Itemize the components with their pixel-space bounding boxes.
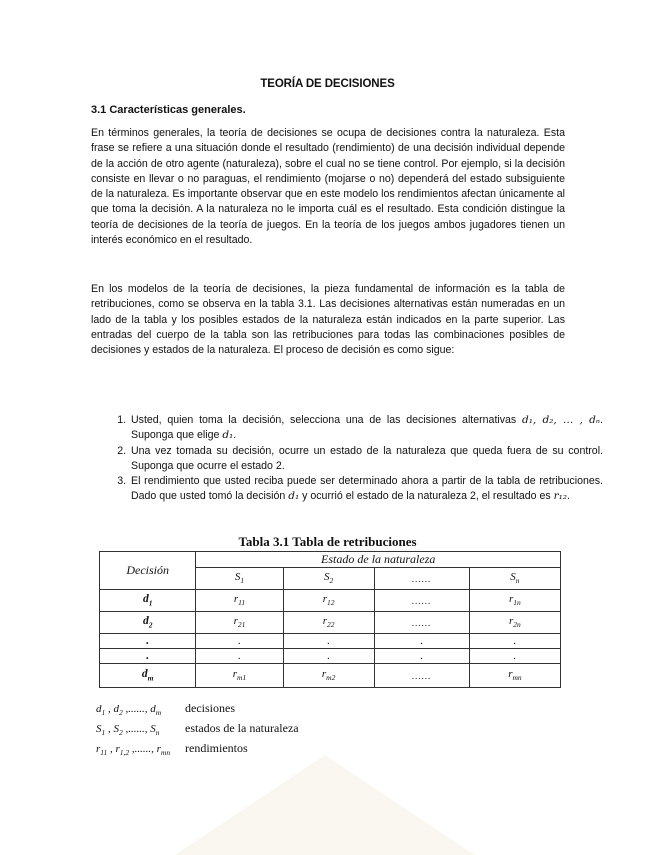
payoff-cell: $r_{m1}$ xyxy=(196,664,283,688)
legend-description: rendimientos xyxy=(185,741,248,755)
step-item: 2. Una vez tomada su decisión, ocurre un estado de la naturaleza que queda fuera de su control. Suponga que ocurre el estado 2. xyxy=(129,444,603,475)
decision-cell: . xyxy=(100,649,196,664)
legend-states xyxy=(96,721,299,737)
payoff-cell: $r_{mn}$ xyxy=(469,664,560,688)
payoff-cell: . xyxy=(469,649,560,664)
payoff-cell: . xyxy=(196,634,283,649)
column-header-cell: $S_n$ xyxy=(469,568,560,590)
page-title: TEORÍA DE DECISIONES xyxy=(260,78,395,90)
legend-description: estados de la naturaleza xyxy=(185,721,299,735)
payoff-cell: $r_{21}$ xyxy=(196,612,283,634)
step-item: 3. El rendimiento que usted reciba puede ser determinado ahora a partir de la tabla de retribuciones. Dado que usted tomó la decisión d₁ y ocurrió el estado de la naturaleza 2, el resultado es r₁₂. xyxy=(129,474,603,505)
table-row xyxy=(100,664,561,688)
decision-steps-list xyxy=(91,413,603,505)
payoff-cell: $r_{22}$ xyxy=(283,612,374,634)
legend-decisions xyxy=(96,701,235,717)
paragraph-table-description: En los modelos de la teoría de decisiones, la pieza fundamental de información es la tabla de retribuciones, como se observa en la tabla 3.1. Las decisiones alternativas están numeradas en un lado de la tabla y los posibles estados de la naturaleza están indicados en la parte superior. Las entradas del cuerpo de la tabla son las retribuciones para todas las combinaciones posibles de decisiones y estados de la naturaleza. El proceso de decisión es como sigue: xyxy=(91,283,565,357)
payoff-cell: $r_{11}$ xyxy=(196,590,283,612)
column-header-cell: $S_2$ xyxy=(283,568,374,590)
column-header-cell: ...... xyxy=(374,568,469,590)
payoff-cell: . xyxy=(469,634,560,649)
row-header-cell: Decisión xyxy=(100,552,196,590)
math-expression: d₁, d₂, … , dₙ xyxy=(522,414,601,426)
paragraph-intro: En términos generales, la teoría de decisiones se ocupa de decisiones contra la naturaleza. Esta frase se refiere a una situación donde el resultado (rendimiento) de una decisión individual depende de la acción de otro agente (naturaleza), sobre el cual no se tiene control. Por ejemplo, si la decisión consiste en llevar o no paraguas, el rendimiento (mojarse o no) dependerá del estado subsiguiente de la naturaleza. Es importante observar que en este modelo los rendimientos afectan únicamente al que toma la decisión. A la naturaleza no le importa cuál es el resultado. Esta condición distingue la teoría de decisiones de la teoría de juegos. En la teoría de los juegos ambos jugadores tienen un interés económico en el resultado. xyxy=(91,127,565,247)
payoff-cell: $r_{2n}$ xyxy=(469,612,560,634)
table-row xyxy=(100,612,561,634)
math-expression: r₁₂ xyxy=(553,490,568,503)
group-header-cell: Estado de la naturaleza xyxy=(196,552,561,568)
payoff-cell: . xyxy=(283,649,374,664)
table-row xyxy=(100,649,561,664)
decision-cell: $d_m$ xyxy=(100,664,196,688)
column-header-cell: $S_1$ xyxy=(196,568,283,590)
watermark-shape xyxy=(175,755,475,855)
table-caption: Tabla 3.1 Tabla de retribuciones xyxy=(238,534,417,549)
payoff-table xyxy=(99,551,561,688)
decision-cell: $d_2$ xyxy=(100,612,196,634)
payoff-cell: ...... xyxy=(374,612,469,634)
payoff-cell: $r_{12}$ xyxy=(283,590,374,612)
section-heading: 3.1 Características generales. xyxy=(91,104,246,116)
payoff-cell: . xyxy=(374,634,469,649)
legend-symbol: $d_1$ , $d_2$ ,......, $d_m$ xyxy=(96,703,162,718)
decision-cell: . xyxy=(100,634,196,649)
legend-symbol: $r_{11}$ , $r_{1,2}$ ,......, $r_{mn}$ xyxy=(96,743,171,758)
legend-payoffs xyxy=(96,741,248,757)
table-row xyxy=(100,590,561,612)
payoff-cell: . xyxy=(196,649,283,664)
step-item: 1. Usted, quien toma la decisión, selecciona una de las decisiones alternativas d₁, d₂, … , dₙ. Suponga que elige d₁. xyxy=(129,413,603,444)
payoff-cell: $r_{1n}$ xyxy=(469,590,560,612)
math-expression: d₁ xyxy=(288,490,300,503)
payoff-cell: . xyxy=(374,649,469,664)
payoff-cell: ...... xyxy=(374,590,469,612)
math-expression: d₁ xyxy=(222,429,234,442)
legend-symbol: $S_1$ , $S_2$ ,......, $S_n$ xyxy=(96,723,160,738)
payoff-cell: ...... xyxy=(374,664,469,688)
legend-description: decisiones xyxy=(185,701,235,715)
table-row xyxy=(100,634,561,649)
payoff-cell: $r_{m2}$ xyxy=(283,664,374,688)
decision-cell: $d_1$ xyxy=(100,590,196,612)
payoff-cell: . xyxy=(283,634,374,649)
